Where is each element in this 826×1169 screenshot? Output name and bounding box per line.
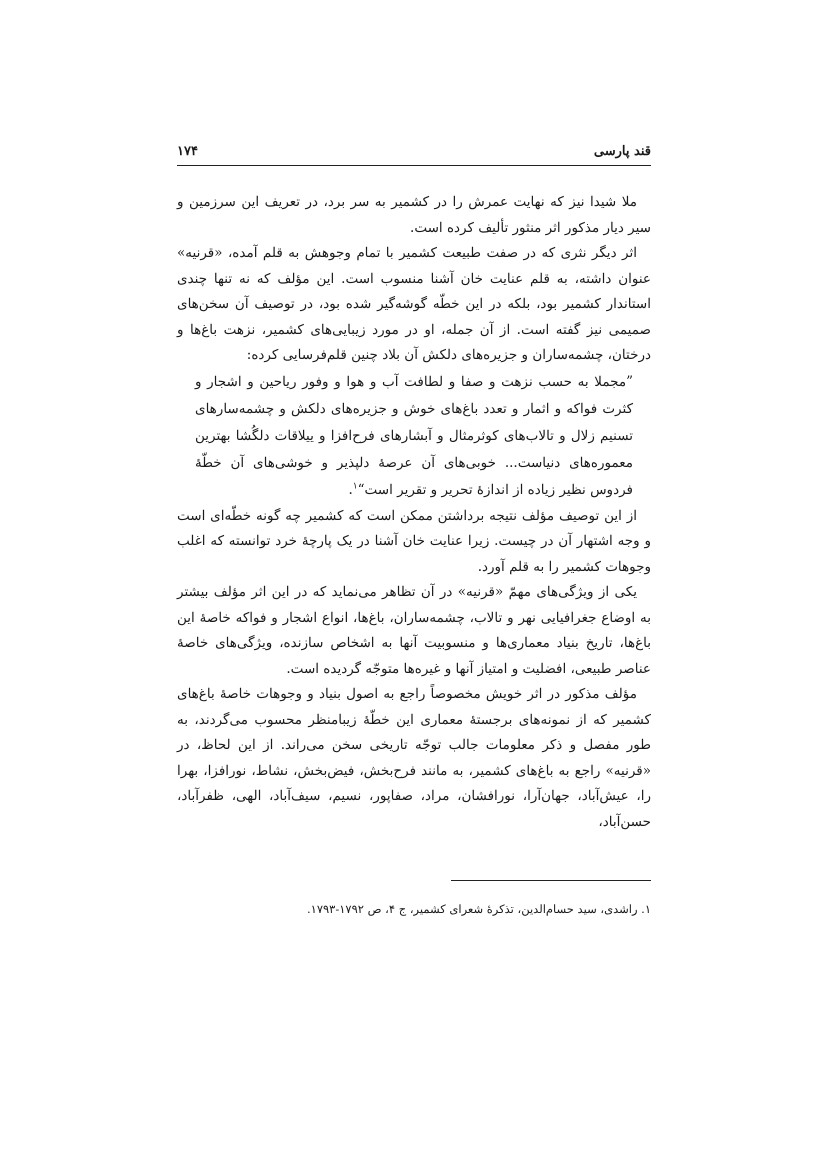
page-number: ۱۷۴ — [177, 144, 198, 159]
paragraph-4: یکی از ویژگی‌های مهمّ «قرنیه» در آن تظاهر می‌نماید که در این اثر مؤلف بیشتر به اوضاع جغرافیایی نهر و تالاب، چشمه‌ساران، باغ‌ها، انواع اشجار و فواکه خاصهٔ این باغ‌ها، تاریخ بنیاد معماری‌ها و منسوبیت آنها به اشخاص سازنده، ویژگی‌های خاصهٔ عناصر طبیعی، افضلیت و امتیاز آنها و غیره‌ها متوجّه گردیده است. — [177, 584, 651, 677]
body-text — [177, 190, 651, 835]
footnote: ۱. راشدی، سید حسام‌الدین، تذکرهٔ شعرای کشمیر، ج ۴، ص ۱۷۹۲-۱۷۹۳. — [306, 902, 651, 916]
footnote-divider — [451, 880, 651, 881]
paragraph-5: مؤلف مذکور در اثر خویش مخصوصاً راجع به اصول بنیاد و وجوهات خاصهٔ باغ‌های کشمیر که از نمونه‌های برجستهٔ معماری این خطّهٔ زیبامنظر محسوب می‌گردند، به طور مفصل و ذکر معلومات جالب توجّه تاریخی سخن می‌راند. از این لحاظ، در «قرنیه» راجع به باغ‌های کشمیر، به مانند فرح‌بخش، فیض‌بخش، نشاط، نورافزا، بهرا را، عیش‌آباد، جهان‌آرا، نورافشان، مراد، صفاپور، نسیم، سیف‌آباد، الهی، ظفرآباد، حسن‌آباد، — [177, 686, 651, 830]
running-header — [177, 140, 651, 164]
journal-title: قند پارسی — [593, 144, 651, 159]
quote-end: . — [348, 481, 353, 498]
paragraph-1: ملا شیدا نیز که نهایت عمرش را در کشمیر به سر برد، در تعریف این سرزمین و سیر دیار مذکور اثر منثور تألیف کرده است. — [177, 194, 651, 236]
header-divider — [177, 165, 651, 166]
paragraph-3: از این توصیف مؤلف نتیجه برداشتن ممکن است که کشمیر چه گونه خطّه‌ای است و وجه اشتهار آن در چیست. زیرا عنایت خان آشنا در یک پارچهٔ خرد توانسته که اغلب وجوهات کشمیر را به قلم آورد. — [177, 507, 651, 575]
quote-text: ”مجملا به حسب نزهت و صفا و لطافت آب و هوا و وفور ریاحین و اشجار و کثرت فواکه و اثمار و تعدد باغ‌های خوش و جزیره‌های دلکش و چشمه‌سارهای تسنیم زلال و تالاب‌های کوثرمثال و آبشارهای فرح‌افزا و ییلاقات دلگُشا بهترین معموره‌های دنیاست... خوبی‌های آن عرصهٔ دلپذیر و خوشی‌های آن خطّهٔ فردوس نظیر زیاده از اندازهٔ تحریر و تقریر است“ — [195, 373, 633, 498]
block-quote — [177, 369, 651, 504]
footnote-reference: ۱ — [352, 481, 358, 491]
paragraph-2: اثر دیگر نثری که در صفت طبیعت کشمیر با تمام وجوهش به قلم آمده، «قرنیه» عنوان داشته، به قلم عنایت خان آشنا منسوب است. این مؤلف که نه تنها چندی استاندار کشمیر بود، بلکه در این خطّه گوشه‌گیر شده بود، در توصیف آن سخن‌های صمیمی نیز گفته است. از آن جمله، او در مورد زیبایی‌های کشمیر، نزهت باغ‌ها و درختان، چشمه‌ساران و جزیره‌های دلکش آن بلاد چنین قلم‌فرسایی کرده: — [177, 245, 651, 363]
